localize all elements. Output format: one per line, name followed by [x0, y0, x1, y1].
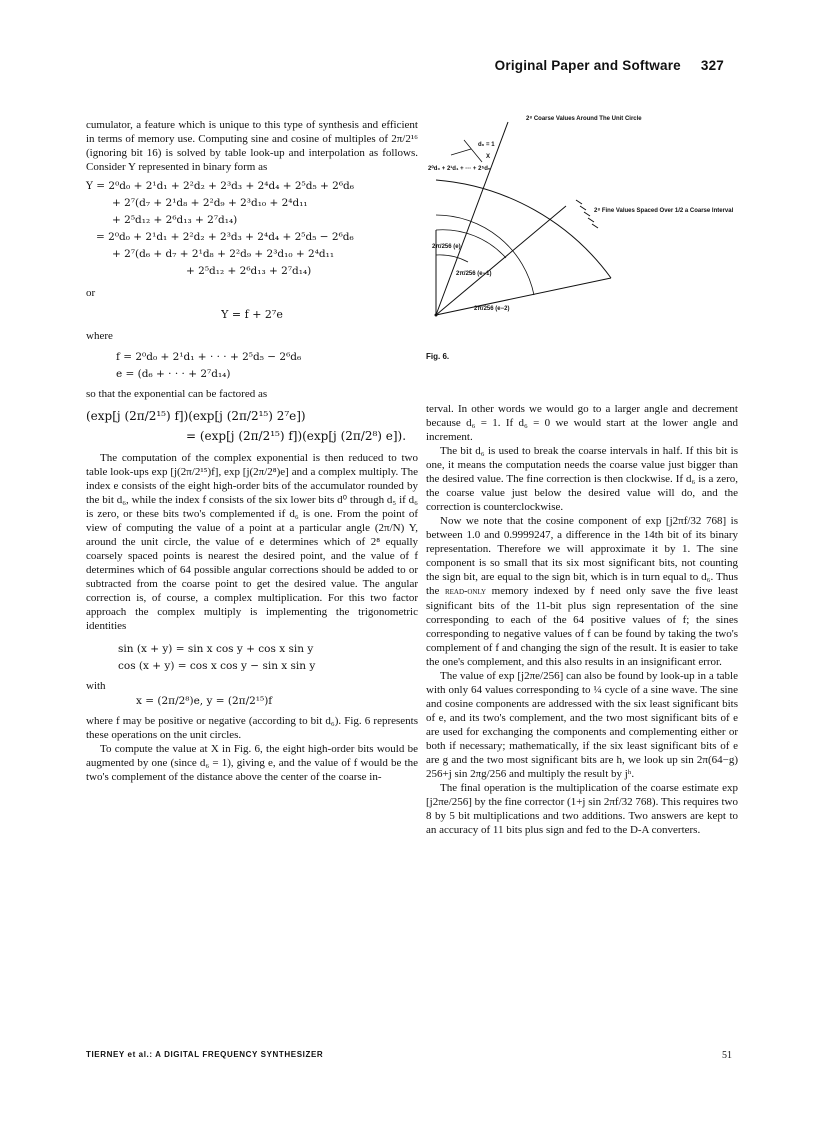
equation-cos-identity: cos (x + y) = cos x cos y − sin x sin y	[118, 660, 316, 672]
paragraph: where f may be positive or negative (according to bit d₆). Fig. 6 represents these operations on the unit circles.	[86, 715, 418, 741]
label-or: or	[86, 287, 96, 299]
unit-circle-arc	[436, 180, 611, 278]
paragraph: The final operation is the multiplication of the coarse estimate exp [j2πe/256] by the fine corrector (1+j sin 2πf/32 768). This requires two 8 by 5 bit multiplications and two additions. Two answers are kept to an accuracy of 11 bits plus sign and fed to the D-A converters.	[426, 782, 738, 836]
equation-e: e = (d₆ + · · · + 2⁷d₁₄)	[116, 368, 231, 380]
paragraph	[426, 514, 738, 669]
angle-arc	[436, 215, 534, 295]
text-run: memory indexed by f need only save the five least significant bits of the 11-bit plus sign representation of the sine corresponding to each of the 64 positive values of f; the sines corresponding to negative values of f can be found by taking the two's complement of f and changing the sign of the result. It is easier to take the one's complement, and this also results in an insignificant error.	[426, 585, 739, 668]
label-fine-values: 2⁸ Fine Values Spaced Over 1/2 a Coarse Interval	[594, 208, 734, 214]
running-head	[495, 58, 724, 73]
label-where: where	[86, 330, 113, 342]
angle-arc	[436, 255, 468, 262]
paragraph: The bit d₆ is used to break the coarse intervals in half. If this bit is one, it means the computation needs the coarse value just bigger than the desired value. The fine correction is then clockwise. If d₆ is a zero, the coarse value just below the desired value will do, and the correction is counterclockwise.	[426, 445, 738, 513]
equation-exponential-factored	[86, 409, 418, 443]
equation-line: + 2⁷(d₆ + d₇ + 2¹d₈ + 2²d₉ + 2³d₁₀ + 2⁴d₁₁	[112, 248, 335, 260]
equation-line: + 2⁵d₁₂ + 2⁶d₁₃ + 2⁷d₁₄)	[186, 265, 312, 277]
equation-line: + 2⁵d₁₂ + 2⁶d₁₃ + 2⁷d₁₄)	[112, 214, 238, 226]
equation-line: = (exp[j (2π/2¹⁵) f])(exp[j (2π/2⁸) e]).	[186, 429, 407, 443]
equation-f: f = 2⁰d₀ + 2¹d₁ + · · · + 2⁵d₅ − 2⁶d₆	[116, 351, 302, 363]
label-d6: d₆ = 1	[478, 142, 495, 148]
text-run-smallcaps: read-only	[444, 586, 487, 597]
paragraph: so that the exponential can be factored as	[86, 388, 268, 400]
radius-line	[436, 206, 566, 315]
footer-citation: TIERNEY et al.: A DIGITAL FREQUENCY SYNTHESIZER	[86, 1050, 324, 1059]
left-column	[86, 118, 418, 784]
section-title: Original Paper and Software	[494, 58, 681, 73]
figure-caption: Fig. 6.	[426, 352, 450, 361]
label-with: with	[86, 680, 106, 692]
equation-sin-identity: sin (x + y) = sin x cos y + cos x sin y	[118, 643, 314, 655]
equation-line: + 2⁷(d₇ + 2¹d₈ + 2²d₉ + 2³d₁₀ + 2⁴d₁₁	[112, 197, 308, 209]
label-angle-e-minus-2: 2π/256 (e−2)	[474, 306, 510, 312]
paragraph: terval. In other words we would go to a larger angle and decrement because d₆ = 1. If d₆ = 0 we would start at the lower angle and increment.	[426, 403, 738, 443]
radius-line	[436, 278, 611, 315]
figure-6-unit-circle	[426, 110, 736, 350]
label-angle-e-minus-1: 2π/256 (e−1)	[456, 271, 492, 277]
equation-xy: x = (2π/2⁸)e, y = (2π/2¹⁵)f	[136, 695, 273, 707]
label-fine-sum: 2⁰d₀ + 2¹d₁ + ··· + 2⁵d₅	[428, 166, 491, 172]
radius-line	[436, 122, 508, 315]
equation-line: Y = 2⁰d₀ + 2¹d₁ + 2²d₂ + 2³d₃ + 2⁴d₄ + 2⁵d₅ + 2⁶d₆	[86, 180, 354, 192]
equation-line: = 2⁰d₀ + 2¹d₁ + 2²d₂ + 2³d₃ + 2⁴d₄ + 2⁵d₅ − 2⁶d₆	[96, 231, 354, 243]
paragraph: The computation of the complex exponential is then reduced to two table look-ups exp [j(2π/2¹⁵)f], exp [j(2π/2⁸)e] and a complex multiply. The index e consists of the eight high-order bits of the accumulator rounded by the bit d₆, while the index f consists of the six lower bits d⁰ through d₅ if d₆ is zero, or these bits two's complemented if d₆ is one. From the point of view of computing the value of a point at a particular angle (2π/N) Y, around the unit circle, the value of e determines which of 2⁸ equally coarsely spaced points is nearest the desired point, and the value of f determines which of 64 possible angular corrections should be added to or subtracted from the coarse point to get the desired value. The angular correction is, of course, a complex multiplication. For this two factor approach the complex multiply is implementing the trigonometric identities	[86, 452, 418, 632]
fine-tick-marks	[576, 200, 598, 228]
label-x: X	[486, 154, 491, 160]
equation-y-expansion	[86, 178, 418, 280]
label-angle-e: 2π/256 (e)	[432, 244, 461, 250]
equation-y: Y = f + 2⁷e	[221, 308, 283, 321]
paragraph: The value of exp [j2πe/256] can also be found by look-up in a table with only 64 values corresponding to ¼ cycle of a sine wave. The sine and cosine components are addressed with the six least significant bits of e, and its two's complement, and the two most significant bits of e are used for exchanging the components and complementing either or both if necessary; mathematically, if the six least significant bits of e are g and the two most significant bits are h, we look up sin 2π(64−g) 256+j sin 2πg/256 and multiply the result by jʰ.	[426, 670, 738, 780]
page-number: 327	[700, 58, 724, 73]
equation-line: (exp[j (2π/2¹⁵) f])(exp[j (2π/2¹⁵) 2⁷e])	[86, 409, 306, 423]
paragraph: To compute the value at X in Fig. 6, the eight high-order bits would be augmented by one (since d₆ = 1), giving e, and the value of f would be the two's complement of the distance above the center of the coarse in-	[86, 743, 418, 783]
right-column	[426, 402, 738, 837]
label-coarse-values: 2⁸ Coarse Values Around The Unit Circle	[526, 116, 642, 122]
text-run: Now we note that the cosine component of exp [j2πf/32 768] is between 1.0 and 0.9999247, a difference in the 14th bit of its binary representation. Therefore we will approximate it by 1. The sine component is so small that its six most significant bits, not counting the sign bit, are equal to the sign bit, which is in turn equal to d₆. Thus the	[426, 515, 738, 597]
paragraph: cumulator, a feature which is unique to this type of synthesis and efficient in terms of memory use. Computing sine and cosine of multiples of 2π/2¹⁶ (ignoring bit 16) is solved by table look-up and interpolation as follows. Consider Y represented in binary form as	[86, 119, 418, 173]
footer-page-number: 51	[722, 1050, 732, 1061]
